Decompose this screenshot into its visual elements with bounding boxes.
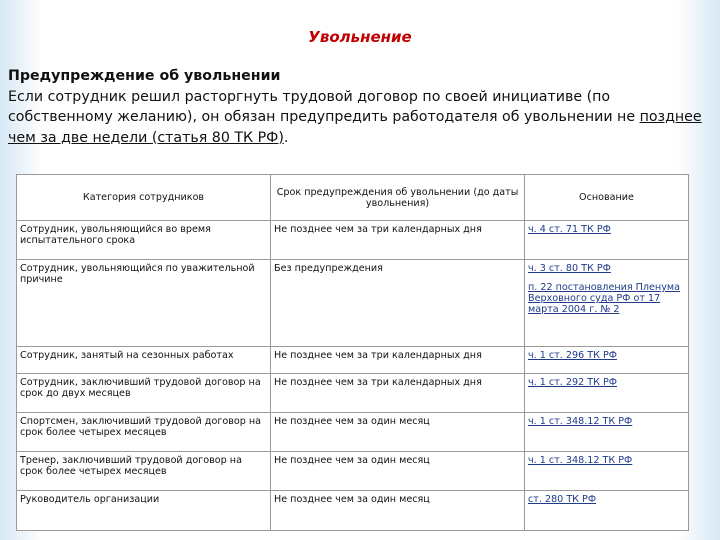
cell-category: Спортсмен, заключивший трудовой договор на срок более четырех месяцев [17, 413, 271, 452]
table-row [17, 260, 689, 347]
cell-term: Не позднее чем за три календарных дня [271, 347, 525, 374]
cell-basis [525, 260, 689, 347]
intro-body: Если сотрудник решил расторгнуть трудовой договор по своей инициативе (по собственному желанию), он обязан предупредить работодателя об увольнении не [8, 88, 640, 125]
table-row [17, 452, 689, 491]
table-header-row [17, 175, 689, 221]
cell-category: Сотрудник, занятый на сезонных работах [17, 347, 271, 374]
cell-term: Не позднее чем за один месяц [271, 491, 525, 531]
basis-note-link[interactable]: п. 22 постановления Пленума Верховного суда РФ от 17 марта 2004 г. № 2 [528, 282, 680, 315]
cell-term: Не позднее чем за один месяц [271, 413, 525, 452]
table-row [17, 347, 689, 374]
table-row [17, 374, 689, 413]
cell-basis [525, 452, 689, 491]
header-category: Категория сотрудников [17, 175, 271, 221]
basis-link[interactable]: ч. 1 ст. 348.12 ТК РФ [528, 416, 633, 427]
cell-term: Не позднее чем за три календарных дня [271, 221, 525, 260]
cell-basis [525, 374, 689, 413]
cell-basis [525, 413, 689, 452]
cell-basis [525, 491, 689, 531]
page-title: Увольнение [308, 28, 412, 46]
intro-text [8, 66, 708, 148]
intro-heading: Предупреждение об увольнении [8, 68, 281, 84]
dismissal-table [16, 174, 689, 531]
basis-link[interactable]: ч. 1 ст. 292 ТК РФ [528, 377, 618, 388]
basis-link[interactable]: ст. 280 ТК РФ [528, 494, 597, 505]
cell-category: Тренер, заключивший трудовой договор на срок более четырех месяцев [17, 452, 271, 491]
basis-link[interactable]: ч. 1 ст. 296 ТК РФ [528, 350, 618, 361]
cell-basis [525, 221, 689, 260]
basis-link[interactable]: ч. 4 ст. 71 ТК РФ [528, 224, 611, 235]
cell-basis [525, 347, 689, 374]
basis-link[interactable]: ч. 1 ст. 348.12 ТК РФ [528, 455, 633, 466]
cell-category: Руководитель организации [17, 491, 271, 531]
table-row [17, 221, 689, 260]
intro-body-underlined: позднее чем за две недели (статья 80 ТК РФ) [8, 109, 702, 146]
basis-link[interactable]: ч. 3 ст. 80 ТК РФ [528, 263, 611, 274]
cell-category: Сотрудник, увольняющийся по уважительной причине [17, 260, 271, 347]
cell-category: Сотрудник, заключивший трудовой договор на срок до двух месяцев [17, 374, 271, 413]
cell-category: Сотрудник, увольняющийся во время испытательного срока [17, 221, 271, 260]
header-basis: Основание [525, 175, 689, 221]
cell-term: Не позднее чем за один месяц [271, 452, 525, 491]
header-term: Срок предупреждения об увольнении (до даты увольнения) [271, 175, 525, 221]
table-row [17, 491, 689, 531]
cell-term: Не позднее чем за три календарных дня [271, 374, 525, 413]
cell-term: Без предупреждения [271, 260, 525, 347]
table-row [17, 413, 689, 452]
intro-body-end: . [283, 129, 289, 146]
